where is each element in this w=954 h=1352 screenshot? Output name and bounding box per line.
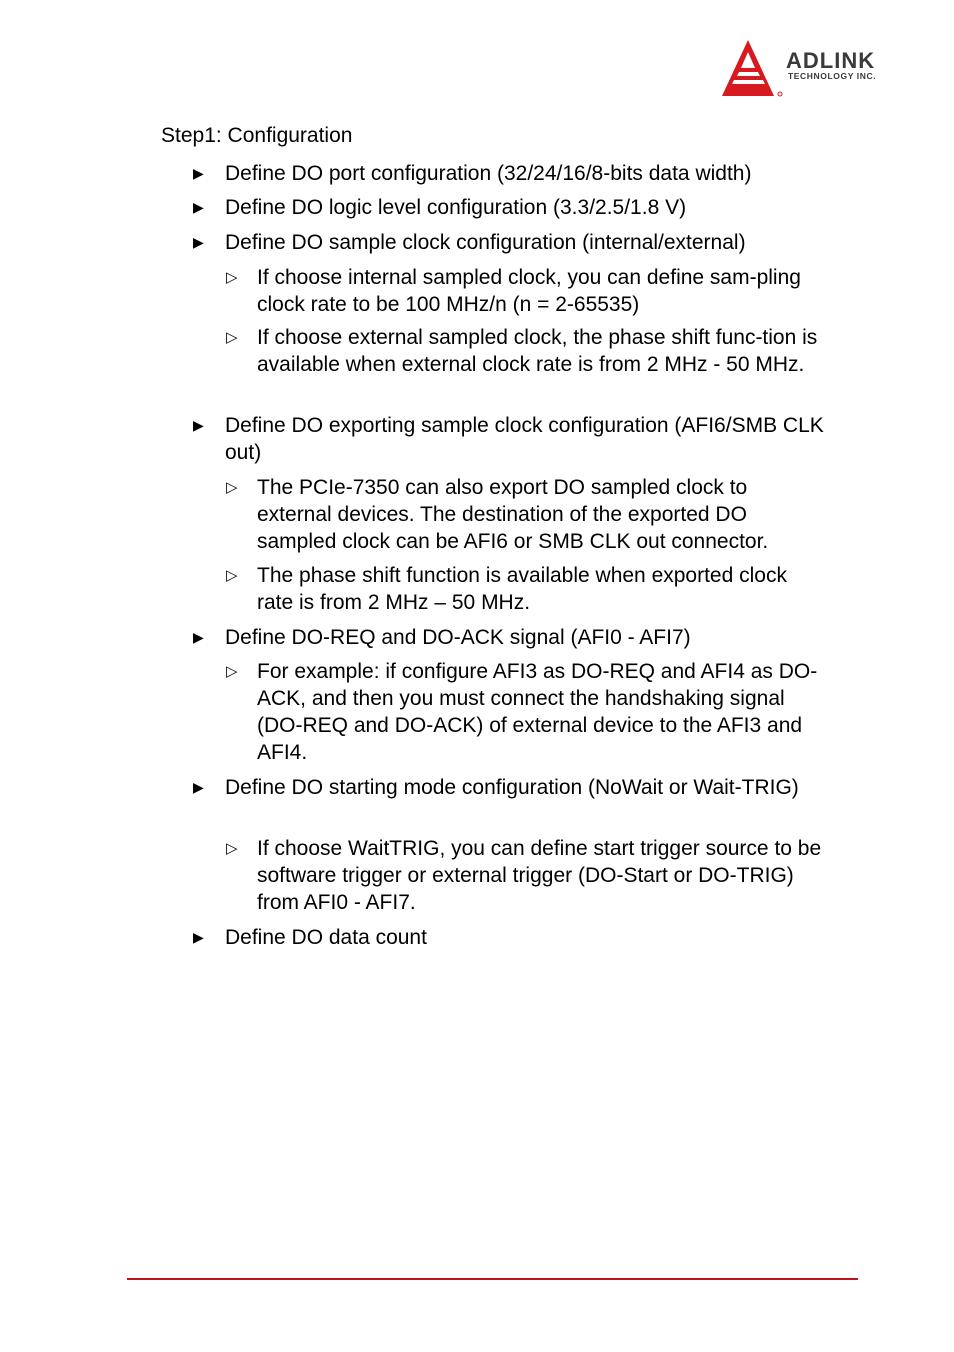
footer-divider <box>127 1278 858 1280</box>
sub-list-item-text: If choose WaitTRIG, you can define start trigger source to be software trigger or external trigger (DO-Start or DO-TRIG) from AFI0 - AFI7. <box>257 837 822 914</box>
list-item-text: Define DO starting mode configuration (NoWait or Wait-TRIG) <box>225 776 799 799</box>
sub-bullet-arrow-icon: ▷ <box>226 567 238 584</box>
sub-bullet-arrow-icon: ▷ <box>226 329 238 346</box>
sub-bullet-arrow-icon: ▷ <box>226 663 238 680</box>
step-title: Step1: Configuration <box>161 124 353 147</box>
list-item-text: Define DO sample clock configuration (internal/external) <box>225 231 746 254</box>
list-item-text: Define DO exporting sample clock configuration (AFI6/SMB CLK out) <box>225 414 824 464</box>
sub-list-item-text: The PCIe-7350 can also export DO sampled clock to external devices. The destination of the exported DO sampled clock can be AFI6 or SMB CLK out connector. <box>257 476 769 553</box>
bullet-arrow-icon: ▶ <box>193 929 204 945</box>
sub-bullet-arrow-icon: ▷ <box>226 479 238 496</box>
bullet-arrow-icon: ▶ <box>193 417 204 433</box>
sub-list-item-text: If choose internal sampled clock, you can define sam-pling clock rate to be 100 MHz/n (n = 2-65535) <box>257 266 801 316</box>
bullet-arrow-icon: ▶ <box>193 199 204 215</box>
bullet-arrow-icon: ▶ <box>193 779 204 795</box>
sub-list-item-text: If choose external sampled clock, the phase shift func-tion is available when external clock rate is from 2 MHz - 50 MHz. <box>257 326 818 376</box>
sub-list-item-text: The phase shift function is available when exported clock rate is from 2 MHz – 50 MHz. <box>257 564 787 614</box>
sub-bullet-arrow-icon: ▷ <box>226 840 238 857</box>
list-item-text: Define DO port configuration (32/24/16/8-bits data width) <box>225 162 752 185</box>
adlink-logo <box>722 38 912 98</box>
logo-wordmark: ADLINK <box>786 48 876 73</box>
bullet-arrow-icon: ▶ <box>193 165 204 181</box>
list-item-text: Define DO data count <box>225 926 427 949</box>
bullet-arrow-icon: ▶ <box>193 234 204 250</box>
sub-list-item-text: For example: if configure AFI3 as DO-REQ and AFI4 as DO-ACK, and then you must connect the handshaking signal (DO-REQ and DO-ACK) of external device to the AFI3 and AFI4. <box>257 660 818 764</box>
list-item-text: Define DO-REQ and DO-ACK signal (AFI0 - AFI7) <box>225 626 691 649</box>
sub-bullet-arrow-icon: ▷ <box>226 269 238 286</box>
adlink-triangle-icon <box>722 38 784 98</box>
list-item-text: Define DO logic level configuration (3.3/2.5/1.8 V) <box>225 196 687 219</box>
logo-tagline: TECHNOLOGY INC. <box>788 71 877 81</box>
bullet-arrow-icon: ▶ <box>193 629 204 645</box>
